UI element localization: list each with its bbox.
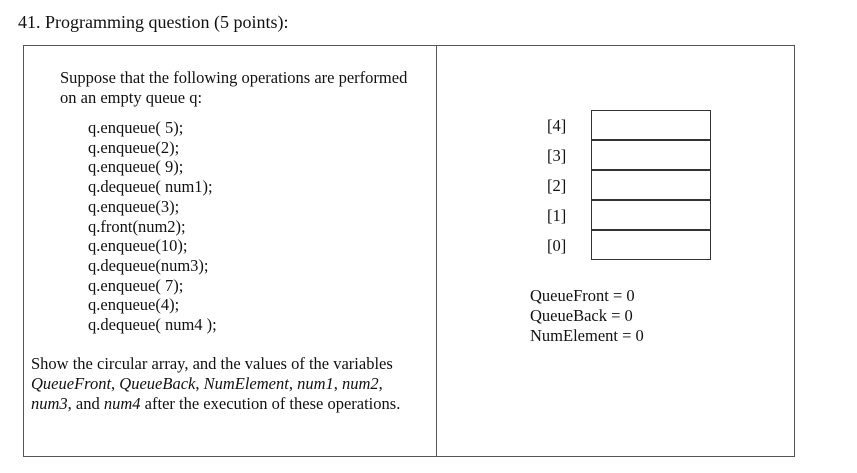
operation-line: q.enqueue( 5); [88, 118, 184, 137]
var-num2: num2 [342, 374, 379, 393]
array-cell-4[interactable] [591, 110, 711, 140]
separator: , [378, 374, 383, 393]
queue-front-value: QueueFront = 0 [530, 286, 635, 305]
array-index: [0] [547, 236, 567, 255]
operation-line: q.enqueue(4); [88, 295, 180, 315]
operation-line: q.enqueue(10); [88, 236, 188, 256]
array-index: [2] [547, 176, 567, 195]
conjunction: , and [67, 394, 104, 413]
operations-list [88, 118, 217, 335]
operation-line: q.dequeue( num1); [88, 177, 213, 197]
question-line-1: Show the circular array, and the values of the variables [31, 354, 393, 373]
array-cell-1[interactable] [591, 200, 711, 230]
array-index: [4] [547, 116, 567, 135]
operation-line: q.dequeue(num3); [88, 255, 209, 275]
problem-intro [60, 68, 430, 108]
operation-line: q.front(num2); [88, 216, 186, 236]
array-index: [1] [547, 206, 567, 225]
intro-line-2: on an empty queue q: [60, 88, 203, 107]
question-title: 41. Programming question (5 points): [18, 12, 289, 32]
separator: , [333, 374, 342, 393]
separator: , [111, 374, 120, 393]
separator: , [288, 374, 298, 393]
question-text [31, 354, 431, 414]
array-cell-3[interactable] [591, 140, 711, 170]
question-tail: after the execution of these operations. [140, 394, 401, 413]
array-cell-2[interactable] [591, 170, 711, 200]
operation-line: q.enqueue( 9); [88, 157, 184, 177]
column-divider [436, 45, 437, 457]
question-line-2 [31, 374, 431, 394]
operation-line: q.enqueue( 7); [88, 275, 184, 295]
operation-line: q.enqueue(3); [88, 196, 180, 216]
operation-line: q.enqueue(2); [88, 137, 180, 157]
array-cell-0[interactable] [591, 230, 711, 260]
num-element-value: NumElement = 0 [530, 326, 644, 345]
array-index: [3] [547, 146, 567, 165]
var-queue-back: QueueBack [119, 374, 196, 393]
separator: , [195, 374, 204, 393]
var-num1: num1 [297, 374, 334, 393]
queue-back-value: QueueBack = 0 [530, 306, 633, 325]
intro-line-1: Suppose that the following operations are performed [60, 68, 408, 87]
queue-variables [530, 286, 644, 346]
var-num3: num3 [31, 394, 68, 413]
var-num-element: NumElement [203, 374, 289, 393]
question-line-3 [31, 394, 431, 414]
var-queue-front: QueueFront [31, 374, 112, 393]
operation-line: q.dequeue( num4 ); [88, 315, 217, 335]
var-num4: num4 [103, 394, 141, 413]
